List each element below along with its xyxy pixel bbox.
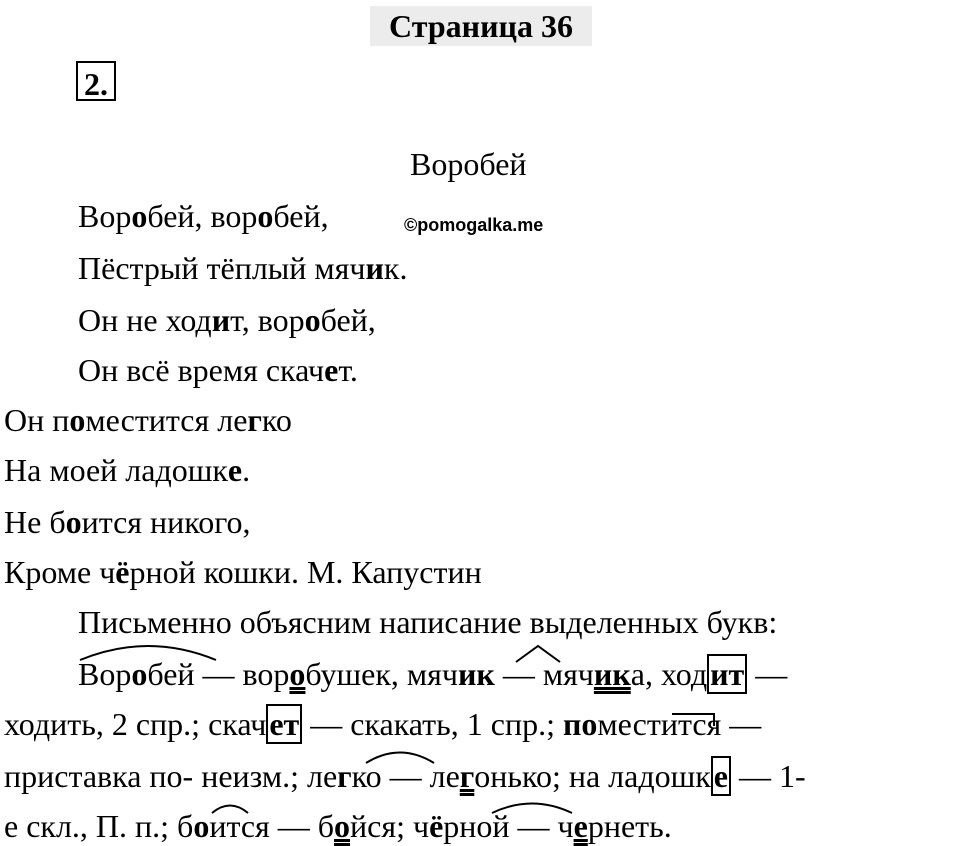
- explanation-line-4: е скл., П. п.; боится — бойся; чёрной — чернеть.: [4, 808, 672, 844]
- root-arc-3: [212, 806, 248, 814]
- poem-line-2: Пёстрый тёплый мячик.: [78, 250, 408, 286]
- root-arc-1: [80, 646, 216, 660]
- poem-line-7: Не боится никого,: [4, 504, 251, 540]
- poem-line-5: Он поместится легко: [4, 402, 292, 438]
- explanation-line-1: Воробей — воробушек, мячик — мячика, ходит —: [78, 656, 788, 692]
- page-title: Страница 36: [370, 6, 592, 46]
- poem-line-3: Он не ходит, воробей,: [78, 302, 376, 338]
- watermark: ©pomogalka.me: [404, 215, 544, 235]
- suffix-roof: [516, 646, 560, 662]
- explanation-intro: Письменно объясним написание выделенных букв:: [78, 604, 778, 640]
- task-number: 2.: [76, 61, 116, 101]
- poem-line-1: Воробей, воробей,: [78, 198, 329, 234]
- prefix-mark: [672, 714, 714, 726]
- root-arc-4: [492, 804, 572, 814]
- root-arc-2: [366, 753, 434, 764]
- poem-line-4: Он всё время скачет.: [78, 352, 358, 388]
- explanation-line-3: приставка по- неизм.; легко — легонько; на ладошке — 1-: [4, 758, 806, 794]
- poem-line-6: На моей ладошке.: [4, 452, 251, 488]
- poem-line-8: Кроме чёрной кошки. М. Капустин: [4, 554, 482, 590]
- explanation-line-2: ходить, 2 спр.; скачет — скакать, 1 спр.; поместится —: [4, 706, 762, 742]
- poem-title: Воробей: [410, 146, 527, 182]
